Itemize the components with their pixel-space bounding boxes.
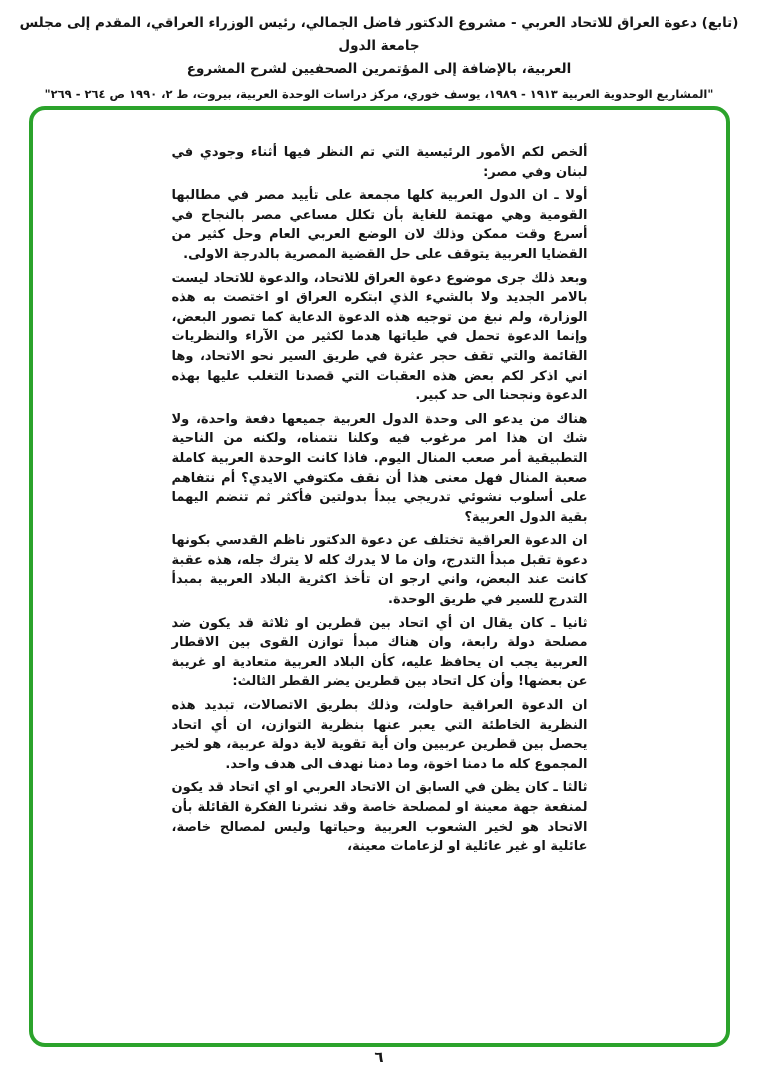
page-footer — [0, 1048, 758, 1066]
body-paragraph-2: أولا ـ ان الدول العربية كلها مجمعة على تأييد مصر في مطالبها القومية وهي مهتمة للغاية بأن تكلل مساعي مصر بالنجاح في أسرع وقت ممكن وذلك لان الوضع العربي العام وحل كثير من القضايا العربية يتوقف على حل القضية المصرية بالدرجة الاولى. — [171, 188, 588, 262]
body-paragraph-4: هناك من يدعو الى وحدة الدول العربية جميعها دفعة واحدة، ولا شك ان هذا امر مرغوب فيه وكلنا نتمناه، ولكنه من الناحية التطبيقية أمر صعب المنال اليوم. فاذا كانت الوحدة العربية كاملة صعبة المنال فهل معنى هذا أن نقف مكتوفي الايدي؟ أم نتفاهم على أسلوب نشوئي تدريجي يبدأ بدولتين فأكثر ثم تنضم اليهما بقية الدول العربية؟ — [171, 411, 588, 525]
body-paragraph-6: ثانيا ـ كان يقال ان أي اتحاد بين قطرين او ثلاثة قد يكون ضد مصلحة دولة رابعة، وان هناك مبدأ توازن القوى بين الاقطار العربية يجب ان يحافظ عليه، كأن البلاد العربية متعادية او غريبة عن بعضها! وأن كل اتحاد بين قطرين يضر القطر الثالث: — [171, 615, 588, 690]
body-paragraph-3: وبعد ذلك جرى موضوع دعوة العراق للاتحاد، والدعوة للاتحاد ليست بالامر الجديد ولا بالشيء الذي ابتكره العراق او اختصت به هذه الوزارة، ولم نبغ من توجيه هذه الدعوة الدعاية كما تصور البعض، وإنما الدعوة تحمل في طياتها هدما لكثير من الآراء والنظريات القائمة والتي تقف حجر عثرة في طريق السير نحو الاتحاد، وها اني اذكر لكم بعض هذه العقبات التي قصدنا التغلب عليها بهذه الدعوة ونجحنا الى حد كبير. — [171, 270, 588, 404]
green-border-frame — [29, 106, 730, 1047]
body-paragraph-5: ان الدعوة العراقية تختلف عن دعوة الدكتور ناظم القدسي بكونها دعوة تقبل مبدأ التدرج، وان ما لا يدرك كله لا يترك جله، هذه عقبة كانت عند البعض، واني ارجو ان تأخذ اكثرية البلاد العربية بمبدأ التدرج للسير في طريق الوحدة. — [171, 533, 588, 608]
body-paragraph-8: ثالثا ـ كان يظن في السابق ان الاتحاد العربي او اي اتحاد قد يكون لمنفعة جهة معينة او لمصلحة خاصة وقد نشرنا الفكرة القائلة بأن الاتحاد هو لخير الشعوب العربية وحياتها وليس لمصالح خاصة، عائلية او غير عائلية او لزعامات معينة، — [171, 780, 588, 855]
document-body — [172, 143, 588, 857]
document-header — [8, 12, 750, 105]
title-line-1: (تابع) دعوة العراق للاتحاد العربي - مشروع الدكتور فاضل الجمالي، رئيس الوزراء العراقي، المقدم إلى مجلس جامعة الدول — [19, 15, 739, 54]
page-number: ٦ — [374, 1048, 384, 1066]
title-line-2: العربية، بالإضافة إلى المؤتمرين الصحفيين لشرح المشروع — [186, 61, 572, 77]
body-paragraph-7: ان الدعوة العراقية حاولت، وذلك بطريق الاتصالات، تبديد هذه النظرية الخاطئة التي يعبر عنها بنظرية التوازن، ان أي اتحاد يحصل بين قطرين عربيين وان أية تقوية لاية دولة عربية، هو لخير المجموع كله ما دمنا اخوة، وما دمنا نهدف الى هدف واحد. — [171, 698, 588, 772]
citation-line: "المشاريع الوحدوية العربية ١٩١٣ - ١٩٨٩، يوسف خوري، مركز دراسات الوحدة العربية، بيروت، ط ٢، ١٩٩٠ ص ٢٦٤ - ٢٦٩" — [44, 87, 714, 101]
body-paragraph-1: ألخص لكم الأمور الرئيسية التي تم النظر فيها أثناء وجودي في لبنان وفي مصر: — [171, 145, 588, 180]
